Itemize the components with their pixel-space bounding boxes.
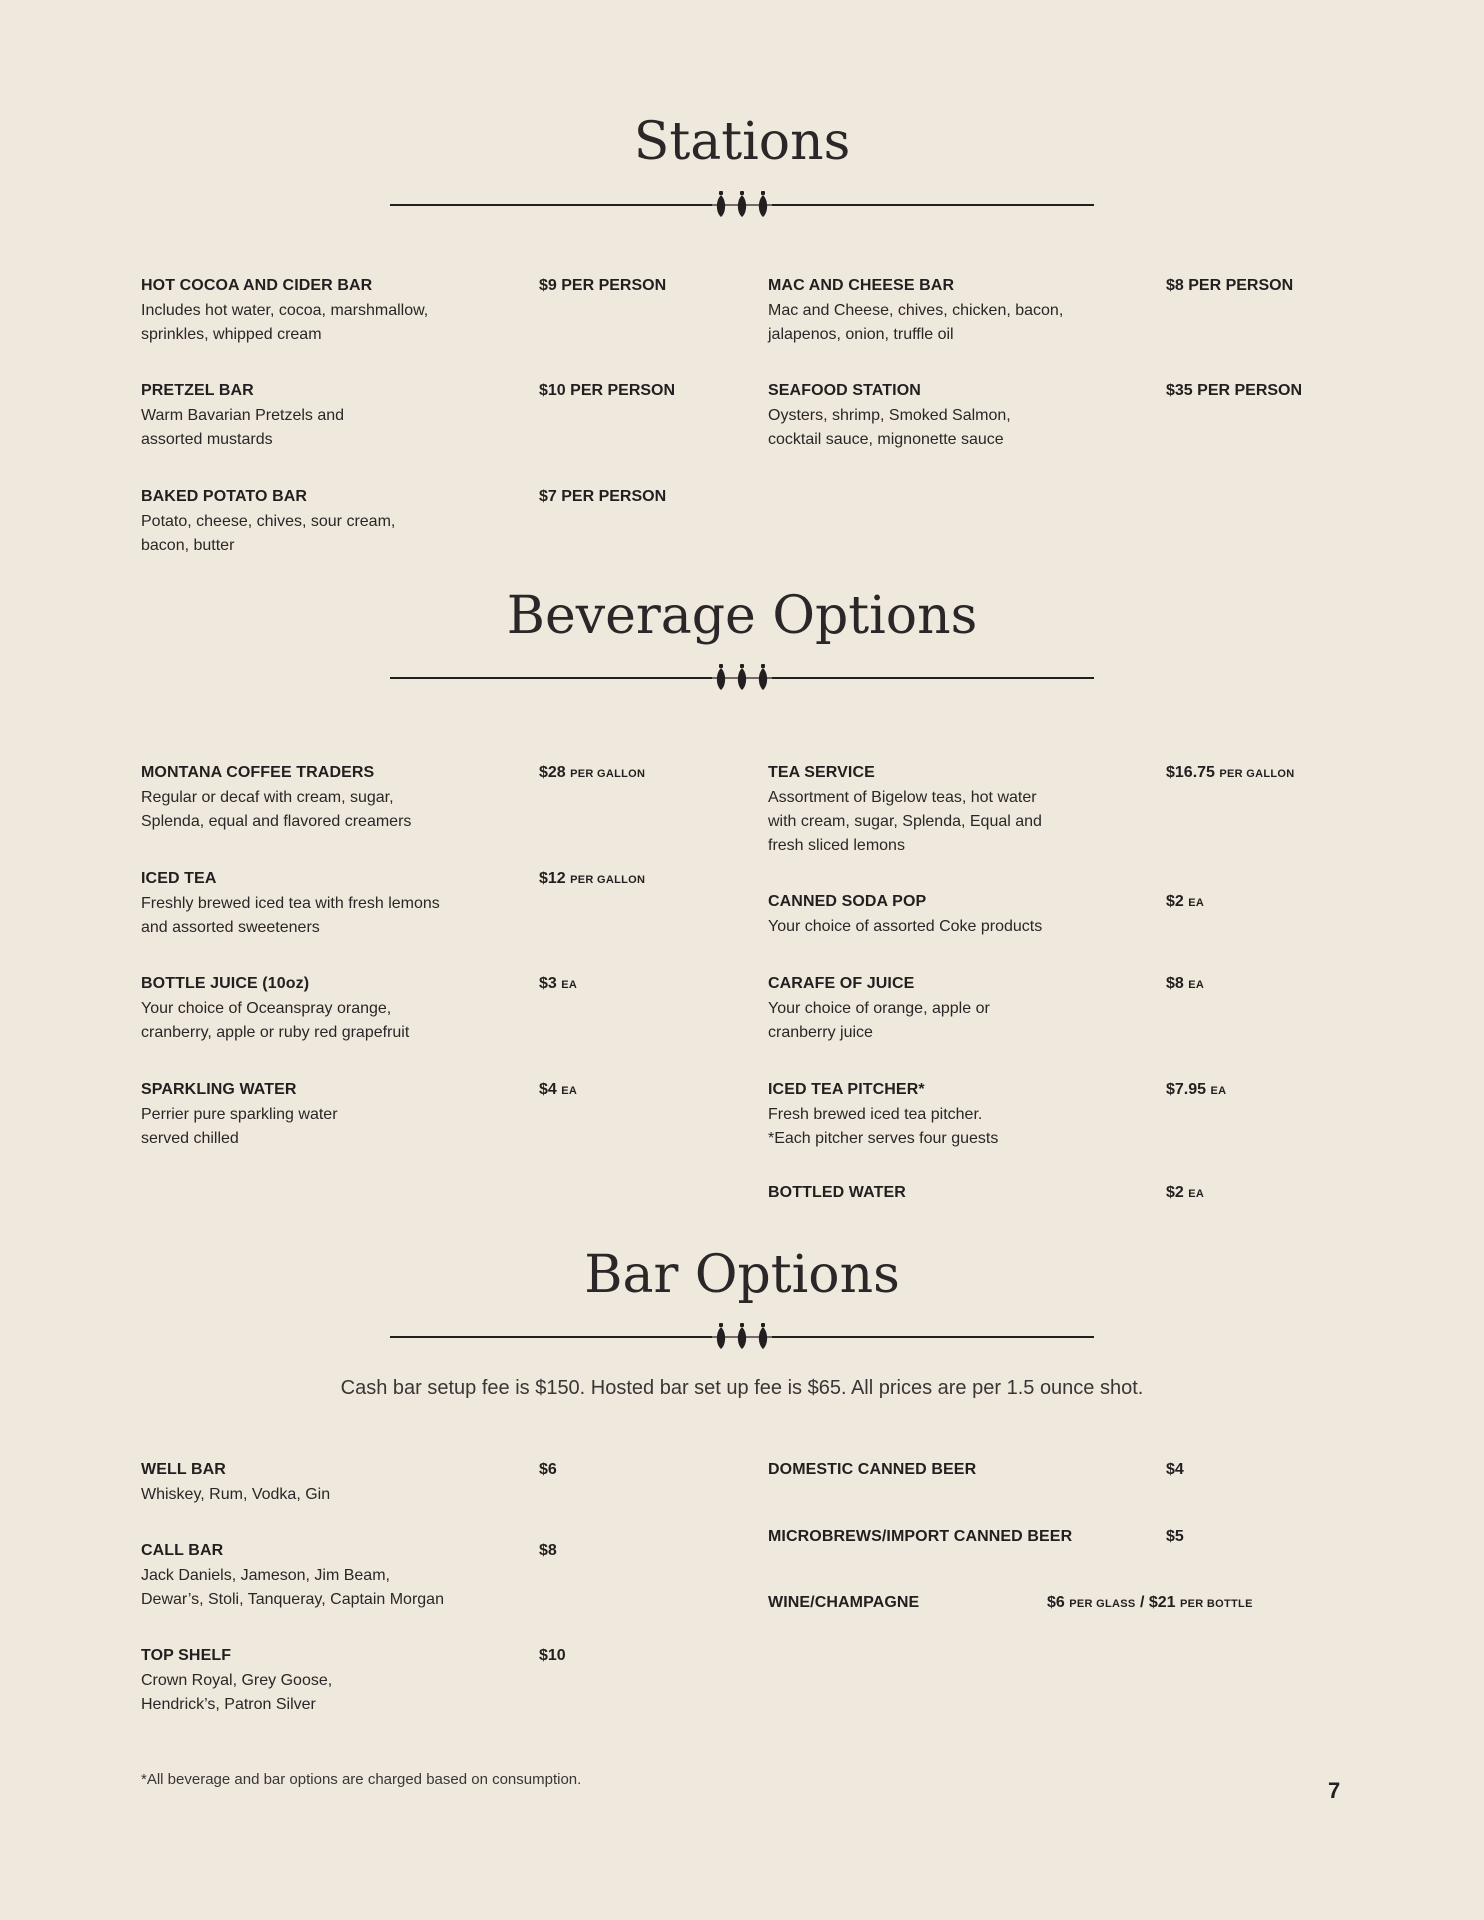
item-price: $2 EA <box>1166 1184 1205 1201</box>
menu-item <box>141 276 521 347</box>
item-description: Jack Daniels, Jameson, Jim Beam, Dewar’s, Stoli, Tanqueray, Captain Morgan <box>141 1567 444 1608</box>
menu-item <box>768 381 1148 452</box>
item-description: Freshly brewed iced tea with fresh lemons and assorted sweeteners <box>141 895 440 936</box>
item-name: BOTTLE JUICE (10oz) <box>141 975 310 992</box>
item-price: $28 PER GALLON <box>539 764 646 781</box>
page-number: 7 <box>1328 1778 1341 1803</box>
item-description: Your choice of orange, apple or cranberry juice <box>768 1000 990 1041</box>
menu-item <box>768 892 1148 939</box>
item-name: WINE/CHAMPAGNE <box>768 1594 920 1611</box>
item-description: Oysters, shrimp, Smoked Salmon, cocktail sauce, mignonette sauce <box>768 407 1011 448</box>
item-name: SPARKLING WATER <box>141 1081 297 1098</box>
item-description: Regular or decaf with cream, sugar, Splenda, equal and flavored creamers <box>141 789 412 830</box>
menu-item <box>768 1460 1188 1480</box>
item-description: Your choice of assorted Coke products <box>768 918 1043 935</box>
ornament-divider-icon <box>390 662 1094 696</box>
menu-item <box>768 1593 1068 1613</box>
menu-item <box>141 1460 521 1507</box>
menu-item <box>768 1527 1188 1547</box>
item-price: $7 PER PERSON <box>539 488 667 505</box>
item-name: SEAFOOD STATION <box>768 382 921 399</box>
footnote: *All beverage and bar options are charged based on consumption. <box>141 1771 582 1788</box>
item-name: HOT COCOA AND CIDER BAR <box>141 277 373 294</box>
item-price: $4 <box>1166 1461 1184 1478</box>
item-price: $16.75 PER GALLON <box>1166 764 1295 781</box>
item-name: ICED TEA PITCHER* <box>768 1081 925 1098</box>
item-price: $2 EA <box>1166 893 1205 910</box>
item-description: Potato, cheese, chives, sour cream, bacon, butter <box>141 513 396 554</box>
item-name: TEA SERVICE <box>768 764 875 781</box>
item-description: Perrier pure sparkling water served chilled <box>141 1106 338 1147</box>
item-description: Mac and Cheese, chives, chicken, bacon, jalapenos, onion, truffle oil <box>768 302 1064 343</box>
section-title-stations: Stations <box>633 112 851 172</box>
item-description: Whiskey, Rum, Vodka, Gin <box>141 1486 331 1503</box>
item-price: $5 <box>1166 1528 1184 1545</box>
menu-item <box>141 974 521 1045</box>
item-description: Your choice of Oceanspray orange, cranberry, apple or ruby red grapefruit <box>141 1000 410 1041</box>
menu-item <box>141 1646 521 1717</box>
item-name: CANNED SODA POP <box>768 893 927 910</box>
item-name: MAC AND CHEESE BAR <box>768 277 955 294</box>
item-name: MICROBREWS/IMPORT CANNED BEER <box>768 1528 1073 1545</box>
item-name: WELL BAR <box>141 1461 226 1478</box>
menu-item <box>768 974 1148 1045</box>
item-description: Assortment of Bigelow teas, hot water with cream, sugar, Splenda, Equal and fresh sliced lemons <box>768 789 1042 854</box>
item-price: $10 PER PERSON <box>539 382 676 399</box>
menu-item <box>768 276 1148 347</box>
menu-item <box>141 1541 521 1612</box>
menu-item <box>141 381 521 452</box>
item-name: BAKED POTATO BAR <box>141 488 308 505</box>
item-description: Crown Royal, Grey Goose, Hendrick’s, Patron Silver <box>141 1672 333 1713</box>
item-name: MONTANA COFFEE TRADERS <box>141 764 375 781</box>
section-title-bar: Bar Options <box>584 1245 900 1305</box>
item-price: $4 EA <box>539 1081 578 1098</box>
ornament-divider-icon <box>390 189 1094 223</box>
menu-item <box>141 1080 521 1151</box>
item-name: DOMESTIC CANNED BEER <box>768 1461 977 1478</box>
item-name: PRETZEL BAR <box>141 382 254 399</box>
item-description: Includes hot water, cocoa, marshmallow, sprinkles, whipped cream <box>141 302 429 343</box>
item-price: $6 <box>539 1461 557 1478</box>
item-name: ICED TEA <box>141 870 217 887</box>
item-price: $8 PER PERSON <box>1166 277 1294 294</box>
menu-item <box>768 763 1148 858</box>
item-name: BOTTLED WATER <box>768 1184 906 1201</box>
item-price: $9 PER PERSON <box>539 277 667 294</box>
menu-item <box>768 1080 1148 1151</box>
item-description: Fresh brewed iced tea pitcher. *Each pitcher serves four guests <box>768 1106 999 1147</box>
item-name: CALL BAR <box>141 1542 224 1559</box>
item-price: $12 PER GALLON <box>539 870 646 887</box>
menu-item <box>141 487 521 558</box>
item-description: Warm Bavarian Pretzels and assorted mustards <box>141 407 345 448</box>
item-price: $35 PER PERSON <box>1166 382 1303 399</box>
item-price: $10 <box>539 1647 566 1664</box>
item-price: $8 <box>539 1542 557 1559</box>
item-price: $3 EA <box>539 975 578 992</box>
menu-item <box>768 1183 1148 1203</box>
bar-fee-note: Cash bar setup fee is $150. Hosted bar set up fee is $65. All prices are per 1.5 ounce shot. <box>340 1377 1144 1399</box>
item-price: $6 PER GLASS / $21 PER BOTTLE <box>1047 1594 1253 1611</box>
item-price: $8 EA <box>1166 975 1205 992</box>
item-price: $7.95 EA <box>1166 1081 1227 1098</box>
menu-item <box>141 763 521 834</box>
menu-item <box>141 869 521 940</box>
ornament-divider-icon <box>390 1321 1094 1355</box>
item-name: CARAFE OF JUICE <box>768 975 915 992</box>
section-title-beverages: Beverage Options <box>506 586 978 646</box>
item-name: TOP SHELF <box>141 1647 232 1664</box>
